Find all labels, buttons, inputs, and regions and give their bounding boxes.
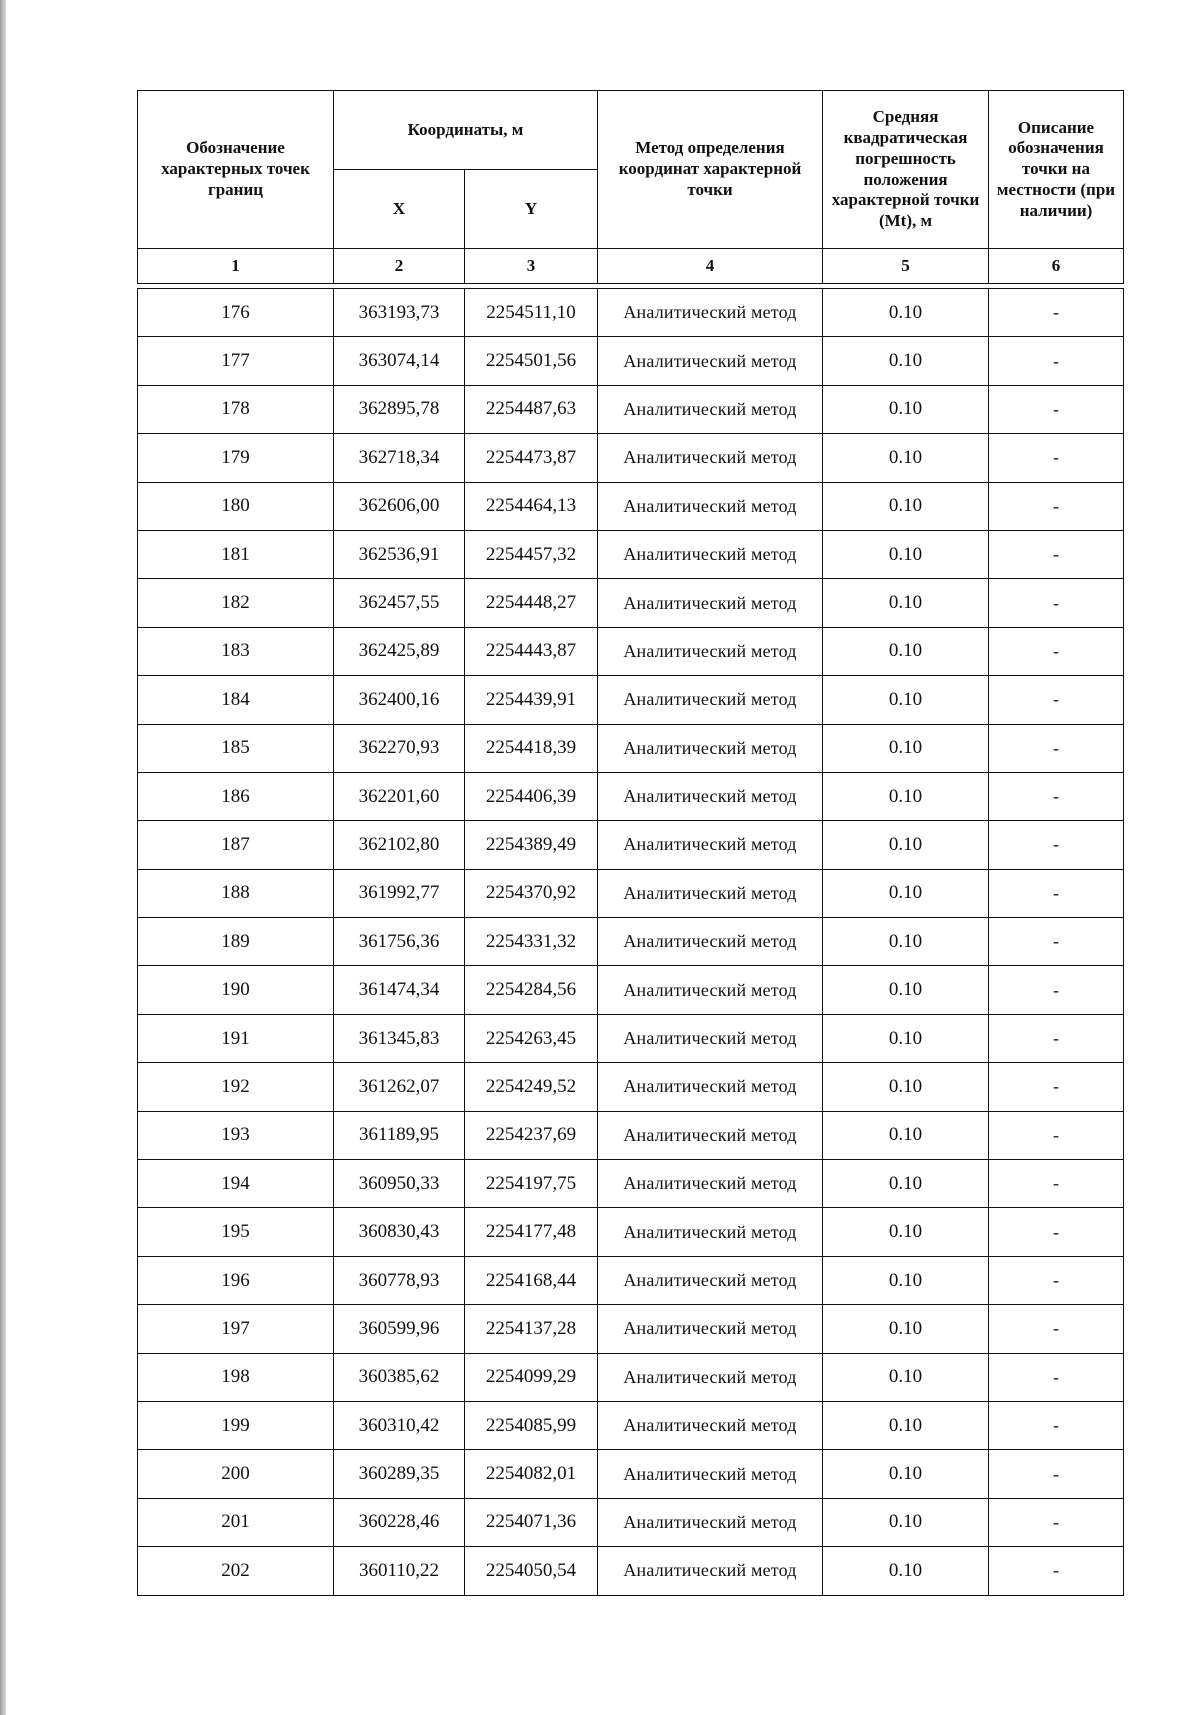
method-cell: Аналитический метод <box>598 1498 823 1546</box>
y-coordinate-cell: 2254370,92 <box>465 869 598 917</box>
description-cell: - <box>989 1547 1124 1595</box>
table-row <box>138 821 1124 869</box>
method-cell: Аналитический метод <box>598 289 823 337</box>
column-number: 4 <box>598 249 823 284</box>
table-row <box>138 385 1124 433</box>
method-cell: Аналитический метод <box>598 482 823 530</box>
point-id-cell: 196 <box>138 1256 334 1304</box>
method-cell: Аналитический метод <box>598 724 823 772</box>
description-cell: - <box>989 1063 1124 1111</box>
point-id-cell: 195 <box>138 1208 334 1256</box>
error-value-cell: 0.10 <box>823 1401 989 1449</box>
table-row <box>138 482 1124 530</box>
description-cell: - <box>989 1208 1124 1256</box>
y-coordinate-cell: 2254389,49 <box>465 821 598 869</box>
table-row <box>138 1063 1124 1111</box>
y-coordinate-cell: 2254249,52 <box>465 1063 598 1111</box>
table-row <box>138 1450 1124 1498</box>
error-value-cell: 0.10 <box>823 627 989 675</box>
point-id-cell: 180 <box>138 482 334 530</box>
x-coordinate-cell: 360385,62 <box>334 1353 465 1401</box>
x-coordinate-cell: 362536,91 <box>334 530 465 578</box>
point-id-cell: 202 <box>138 1547 334 1595</box>
table-row <box>138 1160 1124 1208</box>
table-row <box>138 337 1124 385</box>
error-value-cell: 0.10 <box>823 1498 989 1546</box>
error-value-cell: 0.10 <box>823 918 989 966</box>
method-cell: Аналитический метод <box>598 1547 823 1595</box>
table-row <box>138 434 1124 482</box>
scan-edge-shadow <box>0 0 6 1715</box>
description-cell: - <box>989 289 1124 337</box>
y-coordinate-cell: 2254418,39 <box>465 724 598 772</box>
error-value-cell: 0.10 <box>823 1305 989 1353</box>
table-row <box>138 1547 1124 1595</box>
header-method: Метод определения координат характерной точки <box>598 91 823 249</box>
method-cell: Аналитический метод <box>598 385 823 433</box>
description-cell: - <box>989 869 1124 917</box>
table-row <box>138 724 1124 772</box>
method-cell: Аналитический метод <box>598 1353 823 1401</box>
method-cell: Аналитический метод <box>598 966 823 1014</box>
y-coordinate-cell: 2254406,39 <box>465 772 598 820</box>
method-cell: Аналитический метод <box>598 530 823 578</box>
x-coordinate-cell: 361992,77 <box>334 869 465 917</box>
x-coordinate-cell: 360599,96 <box>334 1305 465 1353</box>
x-coordinate-cell: 362457,55 <box>334 579 465 627</box>
x-coordinate-cell: 361262,07 <box>334 1063 465 1111</box>
table-row <box>138 676 1124 724</box>
y-coordinate-cell: 2254487,63 <box>465 385 598 433</box>
y-coordinate-cell: 2254137,28 <box>465 1305 598 1353</box>
y-coordinate-cell: 2254082,01 <box>465 1450 598 1498</box>
point-id-cell: 201 <box>138 1498 334 1546</box>
error-value-cell: 0.10 <box>823 1111 989 1159</box>
column-number: 5 <box>823 249 989 284</box>
x-coordinate-cell: 360830,43 <box>334 1208 465 1256</box>
method-cell: Аналитический метод <box>598 1014 823 1062</box>
description-cell: - <box>989 1256 1124 1304</box>
header-description: Описание обозначения точки на местности (при наличии) <box>989 91 1124 249</box>
description-cell: - <box>989 1450 1124 1498</box>
error-value-cell: 0.10 <box>823 385 989 433</box>
table-row <box>138 1401 1124 1449</box>
y-coordinate-cell: 2254501,56 <box>465 337 598 385</box>
y-coordinate-cell: 2254331,32 <box>465 918 598 966</box>
description-cell: - <box>989 1160 1124 1208</box>
y-coordinate-cell: 2254050,54 <box>465 1547 598 1595</box>
error-value-cell: 0.10 <box>823 482 989 530</box>
method-cell: Аналитический метод <box>598 918 823 966</box>
table-row <box>138 1498 1124 1546</box>
error-value-cell: 0.10 <box>823 1063 989 1111</box>
description-cell: - <box>989 579 1124 627</box>
x-coordinate-cell: 360228,46 <box>334 1498 465 1546</box>
method-cell: Аналитический метод <box>598 821 823 869</box>
point-id-cell: 179 <box>138 434 334 482</box>
y-coordinate-cell: 2254457,32 <box>465 530 598 578</box>
y-coordinate-cell: 2254464,13 <box>465 482 598 530</box>
y-coordinate-cell: 2254071,36 <box>465 1498 598 1546</box>
error-value-cell: 0.10 <box>823 337 989 385</box>
point-id-cell: 176 <box>138 289 334 337</box>
description-cell: - <box>989 385 1124 433</box>
error-value-cell: 0.10 <box>823 289 989 337</box>
y-coordinate-cell: 2254443,87 <box>465 627 598 675</box>
table-row <box>138 1111 1124 1159</box>
y-coordinate-cell: 2254448,27 <box>465 579 598 627</box>
x-coordinate-cell: 362606,00 <box>334 482 465 530</box>
y-coordinate-cell: 2254085,99 <box>465 1401 598 1449</box>
x-coordinate-cell: 361345,83 <box>334 1014 465 1062</box>
y-coordinate-cell: 2254197,75 <box>465 1160 598 1208</box>
x-coordinate-cell: 360310,42 <box>334 1401 465 1449</box>
x-coordinate-cell: 362270,93 <box>334 724 465 772</box>
description-cell: - <box>989 530 1124 578</box>
error-value-cell: 0.10 <box>823 1353 989 1401</box>
x-coordinate-cell: 360289,35 <box>334 1450 465 1498</box>
method-cell: Аналитический метод <box>598 1208 823 1256</box>
y-coordinate-cell: 2254168,44 <box>465 1256 598 1304</box>
error-value-cell: 0.10 <box>823 869 989 917</box>
table-row <box>138 627 1124 675</box>
description-cell: - <box>989 627 1124 675</box>
table-row <box>138 869 1124 917</box>
table-row <box>138 918 1124 966</box>
point-id-cell: 200 <box>138 1450 334 1498</box>
x-coordinate-cell: 360778,93 <box>334 1256 465 1304</box>
description-cell: - <box>989 1014 1124 1062</box>
point-id-cell: 192 <box>138 1063 334 1111</box>
method-cell: Аналитический метод <box>598 772 823 820</box>
error-value-cell: 0.10 <box>823 1014 989 1062</box>
x-coordinate-cell: 362102,80 <box>334 821 465 869</box>
error-value-cell: 0.10 <box>823 1450 989 1498</box>
point-id-cell: 181 <box>138 530 334 578</box>
description-cell: - <box>989 918 1124 966</box>
method-cell: Аналитический метод <box>598 337 823 385</box>
method-cell: Аналитический метод <box>598 1063 823 1111</box>
table-row <box>138 579 1124 627</box>
x-coordinate-cell: 362201,60 <box>334 772 465 820</box>
header-error: Средняя квадратическая погрешность положения характерной точки (Mt), м <box>823 91 989 249</box>
point-id-cell: 183 <box>138 627 334 675</box>
table-row <box>138 1208 1124 1256</box>
point-id-cell: 187 <box>138 821 334 869</box>
y-coordinate-cell: 2254177,48 <box>465 1208 598 1256</box>
point-id-cell: 177 <box>138 337 334 385</box>
column-number: 1 <box>138 249 334 284</box>
x-coordinate-cell: 361189,95 <box>334 1111 465 1159</box>
description-cell: - <box>989 482 1124 530</box>
method-cell: Аналитический метод <box>598 1160 823 1208</box>
method-cell: Аналитический метод <box>598 434 823 482</box>
error-value-cell: 0.10 <box>823 434 989 482</box>
method-cell: Аналитический метод <box>598 869 823 917</box>
method-cell: Аналитический метод <box>598 676 823 724</box>
description-cell: - <box>989 724 1124 772</box>
error-value-cell: 0.10 <box>823 530 989 578</box>
header-point: Обозначение характерных точек границ <box>138 91 334 249</box>
x-coordinate-cell: 362895,78 <box>334 385 465 433</box>
method-cell: Аналитический метод <box>598 1450 823 1498</box>
x-coordinate-cell: 362400,16 <box>334 676 465 724</box>
table-row <box>138 966 1124 1014</box>
coordinates-sheet <box>137 90 1123 1596</box>
point-id-cell: 198 <box>138 1353 334 1401</box>
point-id-cell: 185 <box>138 724 334 772</box>
method-cell: Аналитический метод <box>598 1256 823 1304</box>
point-id-cell: 189 <box>138 918 334 966</box>
description-cell: - <box>989 1111 1124 1159</box>
point-id-cell: 194 <box>138 1160 334 1208</box>
x-coordinate-cell: 361474,34 <box>334 966 465 1014</box>
method-cell: Аналитический метод <box>598 579 823 627</box>
point-id-cell: 190 <box>138 966 334 1014</box>
x-coordinate-cell: 362718,34 <box>334 434 465 482</box>
table-row <box>138 1305 1124 1353</box>
table-row <box>138 1014 1124 1062</box>
error-value-cell: 0.10 <box>823 1208 989 1256</box>
error-value-cell: 0.10 <box>823 966 989 1014</box>
point-id-cell: 178 <box>138 385 334 433</box>
y-coordinate-cell: 2254284,56 <box>465 966 598 1014</box>
column-number: 2 <box>334 249 465 284</box>
y-coordinate-cell: 2254511,10 <box>465 289 598 337</box>
point-id-cell: 184 <box>138 676 334 724</box>
point-id-cell: 188 <box>138 869 334 917</box>
description-cell: - <box>989 434 1124 482</box>
header-y: Y <box>465 170 598 249</box>
coordinates-table <box>137 288 1124 1596</box>
method-cell: Аналитический метод <box>598 1401 823 1449</box>
error-value-cell: 0.10 <box>823 724 989 772</box>
x-coordinate-cell: 362425,89 <box>334 627 465 675</box>
y-coordinate-cell: 2254237,69 <box>465 1111 598 1159</box>
table-row <box>138 772 1124 820</box>
error-value-cell: 0.10 <box>823 1547 989 1595</box>
point-id-cell: 191 <box>138 1014 334 1062</box>
method-cell: Аналитический метод <box>598 1111 823 1159</box>
description-cell: - <box>989 1498 1124 1546</box>
x-coordinate-cell: 360110,22 <box>334 1547 465 1595</box>
table-row <box>138 1256 1124 1304</box>
point-id-cell: 182 <box>138 579 334 627</box>
point-id-cell: 197 <box>138 1305 334 1353</box>
method-cell: Аналитический метод <box>598 1305 823 1353</box>
description-cell: - <box>989 676 1124 724</box>
header-coordinates: Координаты, м <box>334 91 598 170</box>
y-coordinate-cell: 2254263,45 <box>465 1014 598 1062</box>
description-cell: - <box>989 1353 1124 1401</box>
table-row <box>138 530 1124 578</box>
description-cell: - <box>989 1305 1124 1353</box>
description-cell: - <box>989 337 1124 385</box>
error-value-cell: 0.10 <box>823 772 989 820</box>
x-coordinate-cell: 360950,33 <box>334 1160 465 1208</box>
header-x: X <box>334 170 465 249</box>
error-value-cell: 0.10 <box>823 1160 989 1208</box>
description-cell: - <box>989 821 1124 869</box>
error-value-cell: 0.10 <box>823 676 989 724</box>
x-coordinate-cell: 363193,73 <box>334 289 465 337</box>
table-row <box>138 1353 1124 1401</box>
x-coordinate-cell: 361756,36 <box>334 918 465 966</box>
error-value-cell: 0.10 <box>823 1256 989 1304</box>
column-number: 6 <box>989 249 1124 284</box>
point-id-cell: 199 <box>138 1401 334 1449</box>
description-cell: - <box>989 966 1124 1014</box>
table-row <box>138 289 1124 337</box>
description-cell: - <box>989 772 1124 820</box>
y-coordinate-cell: 2254099,29 <box>465 1353 598 1401</box>
point-id-cell: 186 <box>138 772 334 820</box>
y-coordinate-cell: 2254473,87 <box>465 434 598 482</box>
column-number: 3 <box>465 249 598 284</box>
description-cell: - <box>989 1401 1124 1449</box>
point-id-cell: 193 <box>138 1111 334 1159</box>
x-coordinate-cell: 363074,14 <box>334 337 465 385</box>
error-value-cell: 0.10 <box>823 821 989 869</box>
y-coordinate-cell: 2254439,91 <box>465 676 598 724</box>
method-cell: Аналитический метод <box>598 627 823 675</box>
error-value-cell: 0.10 <box>823 579 989 627</box>
table-header <box>137 90 1124 284</box>
